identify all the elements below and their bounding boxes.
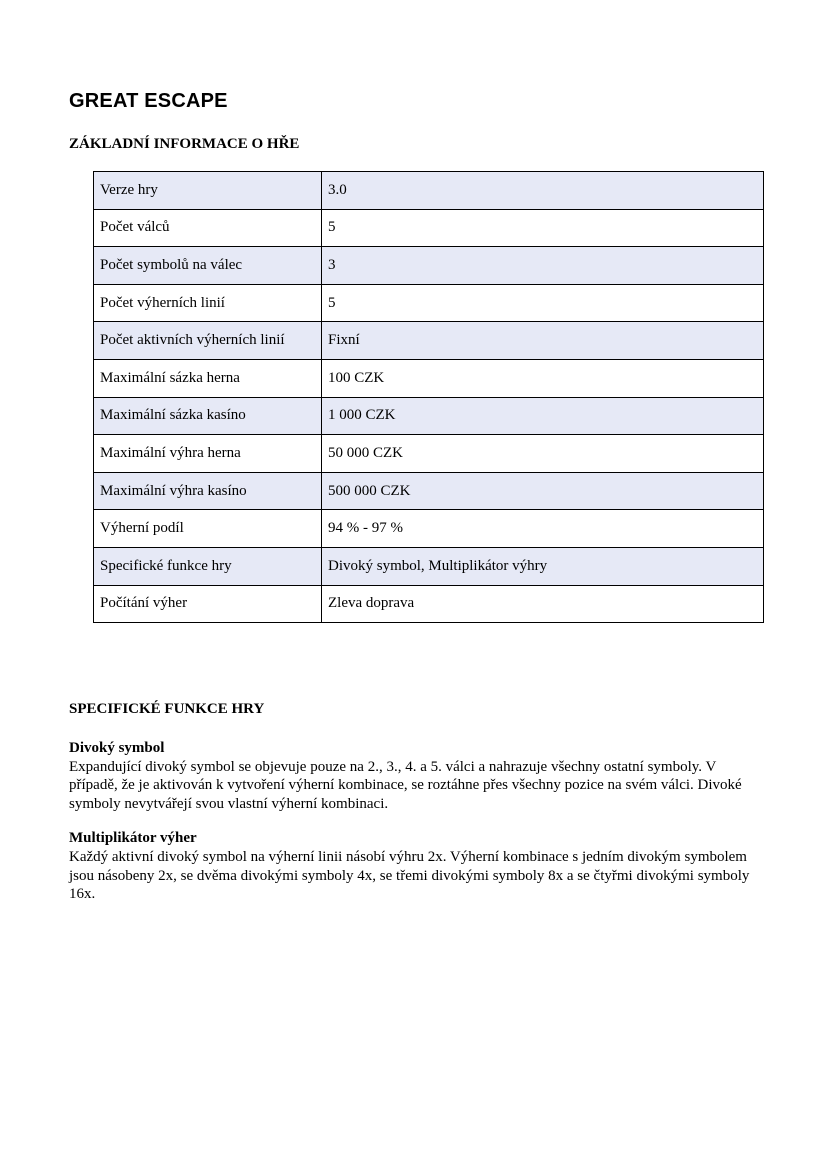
game-info-table — [93, 171, 764, 623]
feature-description: Expandující divoký symbol se objevuje pouze na 2., 3., 4. a 5. válci a nahrazuje všechny ostatní symboly. V případě, že je aktivován k vytvoření výherní kombinace, se roztáhne přes všechny pozice na svém válci. Divoké symboly nevytvářejí svou vlastní výherní kombinaci. — [69, 758, 742, 812]
row-value: 3.0 — [322, 172, 764, 210]
row-label: Počet aktivních výherních linií — [94, 322, 322, 360]
row-label: Počet válců — [94, 209, 322, 247]
row-value: 50 000 CZK — [322, 435, 764, 473]
table-row — [94, 547, 764, 585]
row-label: Počet výherních linií — [94, 284, 322, 322]
feature-title: Divoký symbol — [69, 740, 165, 756]
table-row — [94, 359, 764, 397]
row-label: Maximální výhra herna — [94, 435, 322, 473]
basic-info-heading: ZÁKLADNÍ INFORMACE O HŘE — [69, 136, 300, 152]
row-label: Počet symbolů na válec — [94, 247, 322, 285]
table-row — [94, 435, 764, 473]
table-row — [94, 472, 764, 510]
table-row — [94, 172, 764, 210]
row-label: Verze hry — [94, 172, 322, 210]
table-row — [94, 247, 764, 285]
feature-wild-symbol — [69, 739, 759, 813]
row-value: 5 — [322, 209, 764, 247]
row-value: 100 CZK — [322, 359, 764, 397]
row-value: Zleva doprava — [322, 585, 764, 623]
table-row — [94, 322, 764, 360]
row-value: 94 % - 97 % — [322, 510, 764, 548]
table-row — [94, 510, 764, 548]
table-row — [94, 585, 764, 623]
row-label: Maximální sázka herna — [94, 359, 322, 397]
row-value: Fixní — [322, 322, 764, 360]
row-label: Maximální výhra kasíno — [94, 472, 322, 510]
row-label: Výherní podíl — [94, 510, 322, 548]
table-row — [94, 284, 764, 322]
row-value: Divoký symbol, Multiplikátor výhry — [322, 547, 764, 585]
row-value: 1 000 CZK — [322, 397, 764, 435]
row-label: Maximální sázka kasíno — [94, 397, 322, 435]
table-row — [94, 209, 764, 247]
features-heading: SPECIFICKÉ FUNKCE HRY — [69, 701, 265, 717]
row-label: Počítání výher — [94, 585, 322, 623]
feature-win-multiplier — [69, 829, 759, 903]
feature-description: Každý aktivní divoký symbol na výherní linii násobí výhru 2x. Výherní kombinace s jedním divokým symbolem jsou násobeny 2x, se dvěma divokými symboly 4x, se třemi divokými symboly 8x a se čtyřmi divokými symboly 16x. — [69, 848, 750, 903]
feature-title: Multiplikátor výher — [69, 830, 197, 847]
row-value: 3 — [322, 247, 764, 285]
features-section — [69, 739, 759, 920]
table-row — [94, 397, 764, 435]
row-label: Specifické funkce hry — [94, 547, 322, 585]
row-value: 500 000 CZK — [322, 472, 764, 510]
page-title: GREAT ESCAPE — [69, 90, 228, 112]
row-value: 5 — [322, 284, 764, 322]
